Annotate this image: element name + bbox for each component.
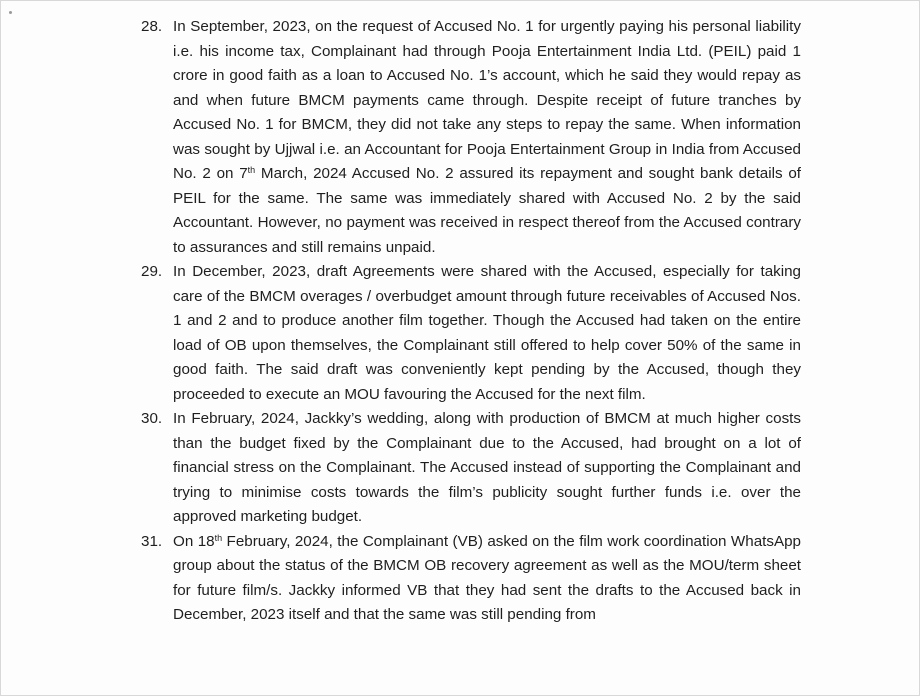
paragraph-30: [141, 407, 801, 530]
scan-speck: [9, 11, 12, 14]
paragraph-number: 30.: [141, 410, 163, 427]
paragraph-text: March, 2024 Accused No. 2 assured its repayment and sought bank details of PEIL for the same. The same was immediately shared with Accused No. 2 by the said Accountant. However, no payment was received in respect thereof from the Accused contrary to assurances and still remains unpaid.: [173, 165, 801, 256]
document-body: [141, 15, 801, 628]
paragraph-text: February, 2024, the Complainant (VB) asked on the film work coordination WhatsApp group about the status of the BMCM OB recovery agreement as well as the MOU/term sheet for future film/s. Jackky informed VB that they had sent the drafts to the Accused back in December, 2023 itself and that the same was still pending from: [173, 532, 801, 623]
paragraph-text: In September, 2023, on the request of Accused No. 1 for urgently paying his personal liability i.e. his income tax, Complainant had through Pooja Entertainment India Ltd. (PEIL) paid 1 crore in good faith as a loan to Accused No. 1’s account, which he said they would repay as and when future BMCM payments came through. Despite receipt of future tranches by Accused No. 1 for BMCM, they did not take any steps to repay the same. When information was sought by Ujjwal i.e. an Accountant for Pooja Entertainment Group in India from Accused No. 2 on 7: [173, 18, 801, 182]
ordinal-suffix: th: [247, 165, 256, 175]
paragraph-number: 28.: [141, 18, 163, 35]
paragraph-text: On 18: [173, 532, 215, 550]
paragraph-text: In December, 2023, draft Agreements were shared with the Accused, especially for taking care of the BMCM overages / overbudget amount through future receivables of Accused Nos. 1 and 2 and to produce another film together. Though the Accused had taken on the entire load of OB upon themselves, the Complainant still offered to help cover 50% of the same in good faith. The said draft was conveniently kept pending by the Accused, though they proceeded to execute an MOU favouring the Accused for the next film.: [173, 263, 801, 403]
paragraph-29: [141, 260, 801, 407]
ordinal-suffix: th: [214, 532, 223, 543]
paragraph-31: [141, 530, 801, 628]
paragraph-text: In February, 2024, Jackky’s wedding, along with production of BMCM at much higher costs than the budget fixed by the Complainant due to the Accused, had brought on a lot of financial stress on the Complainant. The Accused instead of supporting the Complainant and trying to minimise costs towards the film’s publicity sought further funds i.e. over the approved marketing budget.: [173, 410, 801, 525]
paragraph-number: 29.: [141, 263, 163, 280]
paragraph-number: 31.: [141, 532, 163, 550]
paragraph-28: [141, 15, 801, 260]
